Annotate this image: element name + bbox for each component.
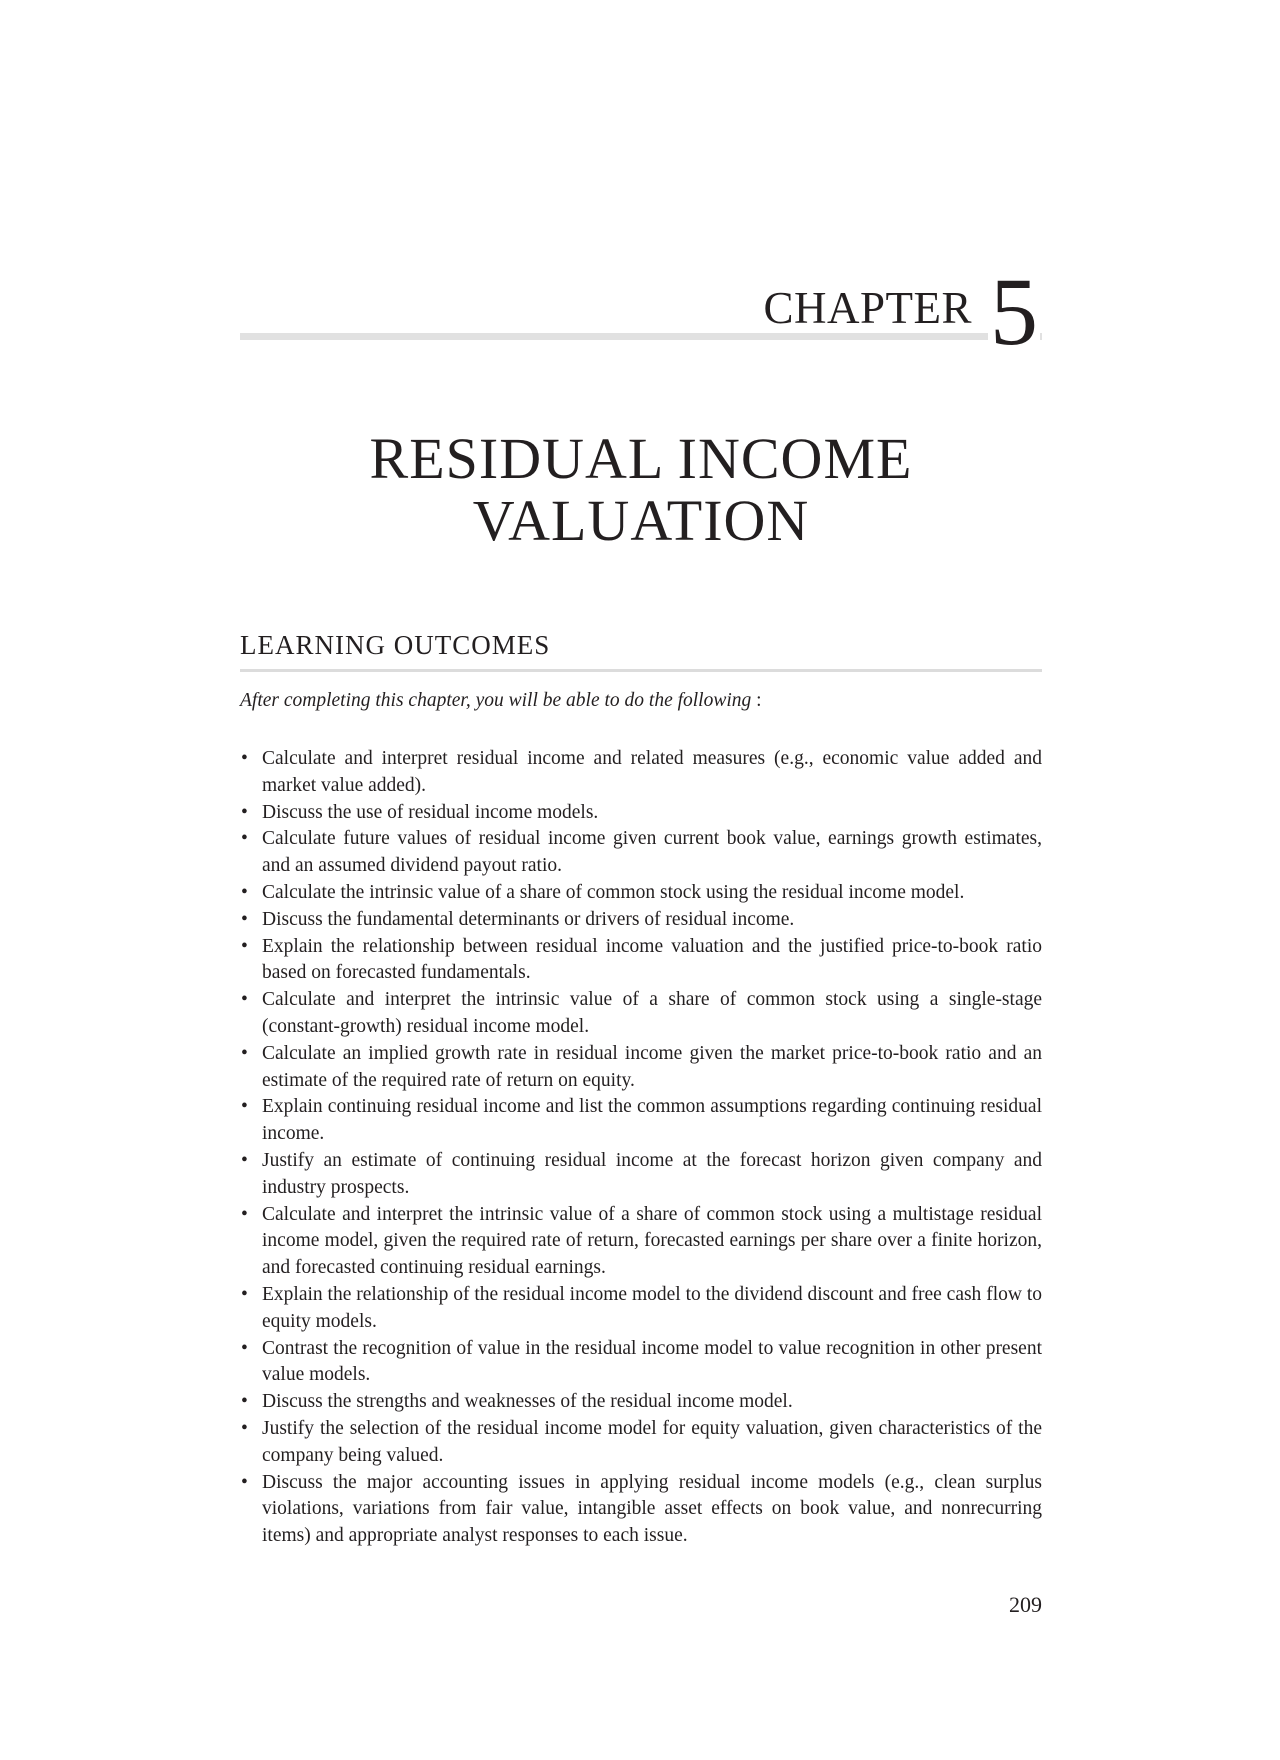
list-item: • Calculate and interpret residual income and related measures (e.g., economic value added and market value added). [240,746,1042,800]
chapter-header [240,258,1042,365]
page-number: 209 [1009,1592,1042,1617]
chapter-rule [240,333,1042,340]
list-item: • Calculate and interpret the intrinsic value of a share of common stock using a single-stage (constant-growth) residual income model. [240,987,1042,1041]
list-item: • Explain the relationship between residual income valuation and the justified price-to-book ratio based on forecasted fundamentals. [240,934,1042,988]
chapter-title [240,428,1042,552]
learning-outcomes-intro [240,690,1042,712]
list-item: • Discuss the use of residual income models. [240,800,1042,827]
learning-outcomes-list [240,746,1042,1550]
list-item: • Calculate future values of residual income given current book value, earnings growth estimates, and an assumed dividend payout ratio. [240,826,1042,880]
chapter-number: 5 [990,258,1038,365]
list-item: • Contrast the recognition of value in the residual income model to value recognition in other present value models. [240,1336,1042,1390]
list-item: • Explain the relationship of the residual income model to the dividend discount and free cash flow to equity models. [240,1282,1042,1336]
learning-outcomes-heading: LEARNING OUTCOMES [240,630,1042,672]
list-item: • Discuss the major accounting issues in applying residual income models (e.g., clean surplus violations, variations from fair value, intangible asset effects on book value, and nonrecurring items) and appropriate analyst responses to each issue. [240,1470,1042,1550]
list-item: • Explain continuing residual income and list the common assumptions regarding continuing residual income. [240,1094,1042,1148]
chapter-title-line-2: VALUATION [472,488,810,553]
list-item: • Justify an estimate of continuing residual income at the forecast horizon given company and industry prospects. [240,1148,1042,1202]
list-item: • Calculate an implied growth rate in residual income given the market price-to-book ratio and an estimate of the required rate of return on equity. [240,1041,1042,1095]
list-item: • Justify the selection of the residual income model for equity valuation, given characteristics of the company being valued. [240,1416,1042,1470]
intro-colon: : [756,690,762,711]
chapter-label: CHAPTER [763,283,972,333]
intro-text: After completing this chapter, you will be able to do the following [240,690,752,711]
chapter-title-line-1: RESIDUAL INCOME [369,426,913,491]
list-item: • Discuss the strengths and weaknesses of the residual income model. [240,1389,1042,1416]
list-item: • Calculate the intrinsic value of a share of common stock using the residual income model. [240,880,1042,907]
list-item: • Discuss the fundamental determinants or drivers of residual income. [240,907,1042,934]
list-item: • Calculate and interpret the intrinsic value of a share of common stock using a multistage residual income model, given the required rate of return, forecasted earnings per share over a finite horizon, and forecasted continuing residual earnings. [240,1202,1042,1282]
